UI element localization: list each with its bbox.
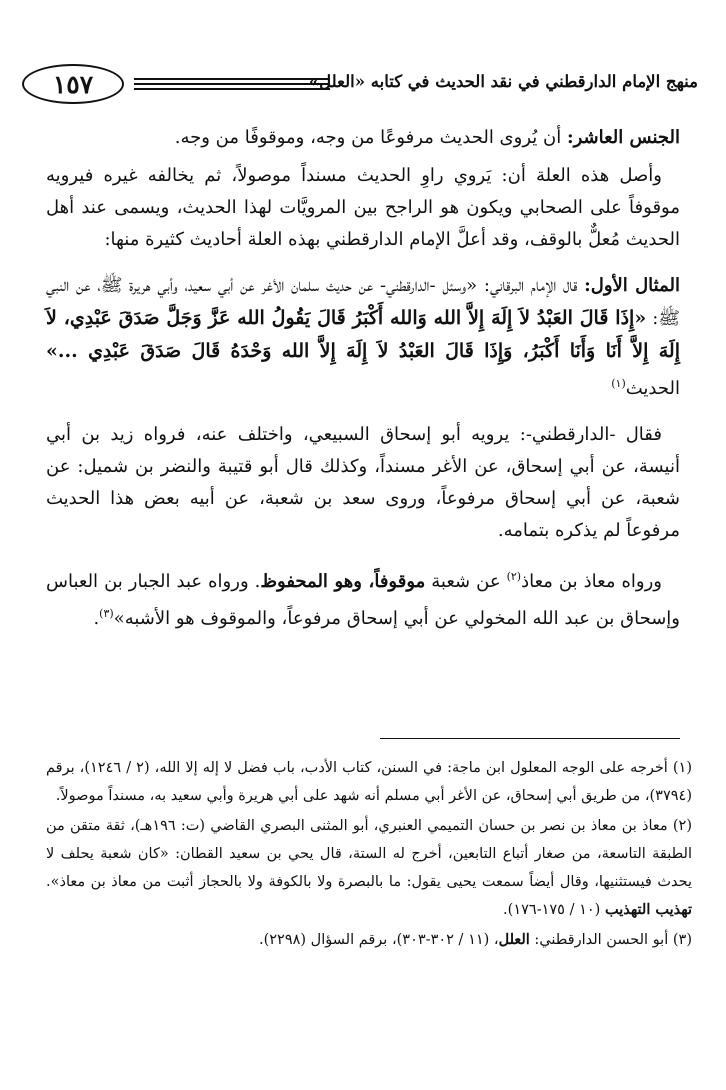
muadh-bold: موقوفاً، وهو المحفوظ	[260, 571, 426, 592]
footnote-2-ref: (١٠ / ١٧٥-١٧٦).	[503, 902, 605, 918]
header-rule	[134, 78, 330, 93]
running-title: منهج الإمام الدارقطني في نقد الحديث في كتابه «العلل»	[308, 72, 698, 91]
footnotes	[46, 754, 692, 956]
paragraph-genus	[46, 122, 680, 154]
example-intro: قال الإمام البرقاني: «وسئل -الدارقطني- عن حديث سلمان الأغر عن أبي سعيد، وأبي هريرة ﷺ، عن النبي ﷺ:	[46, 275, 680, 329]
muadh-text-b: عن شعبة	[425, 571, 507, 592]
footnote-3-ref: ، (١١ / ٣٠٢-٣٠٣)، برقم السؤال (٢٢٩٨).	[258, 932, 499, 948]
footnote-ref-1: (١)	[611, 377, 626, 390]
hadith-text: «إِذَا قَالَ العَبْدُ لاَ إِلَهَ إِلاَّ الله وَالله أَكْبَرُ قَالَ يَقُولُ الله عَزَّ وَجَلَّ صَدَقَ عَبْدِي، لاَ إِلَهَ إِلاَّ أَنَا وَأَنَا أَكْبَرُ، وَإِذَا قَالَ العَبْدُ لاَ إِلَهَ إِلاَّ الله وَحْدَهُ قَالَ صَدَقَ عَبْدِي ...»	[46, 307, 680, 362]
muadh-text-c: . ورواه عبد الجبار بن العباس وإسحاق بن عبد الله المخولي عن أبي إسحاق مرفوعاً، والموقوف هو الأشبه»	[46, 571, 680, 629]
example-end: الحديث	[625, 378, 680, 399]
footnote-2	[46, 812, 692, 924]
example-label: المثال الأول:	[584, 275, 680, 296]
genus-text: أن يُروى الحديث مرفوعًا من وجه، وموقوفًا من وجه.	[174, 127, 567, 148]
footnote-ref-3: (٣)	[99, 607, 114, 620]
page-header	[22, 62, 698, 110]
paragraph-example	[46, 270, 680, 405]
paragraph-origin	[46, 160, 680, 256]
footnote-3-text: (٣) أبو الحسن الدارقطني:	[529, 932, 692, 948]
muadh-end: .	[93, 608, 100, 629]
paragraph-daraqutni	[46, 419, 680, 547]
footnote-divider	[380, 738, 680, 739]
genus-label: الجنس العاشر:	[566, 127, 680, 148]
paragraph-muadh	[46, 561, 680, 635]
muadh-text-a: ورواه معاذ بن معاذ	[521, 571, 662, 592]
footnote-3-source: العلل	[498, 931, 530, 948]
footnote-1: (١) أخرجه على الوجه المعلول ابن ماجة: في السنن، كتاب الأدب، باب فضل لا إله إلا الله، (٢ / ١٢٤٦)، برقم (٣٧٩٤)، من طريق أبي إسحاق، عن الأغر أبي مسلم أنه شهد على أبي هريرة وأبي سعيد به، مسنداً موصولاً.	[46, 760, 692, 804]
footnote-ref-2: (٢)	[506, 570, 522, 583]
page-number: ١٥٧	[22, 64, 124, 104]
footnote-3	[46, 926, 692, 954]
daraqutni-text: فقال -الدارقطني-: يرويه أبو إسحاق السبيعي، واختلف عنه، فرواه زيد بن أبي أنيسة، عن أبي إسحاق، عن الأغر مسنداً، وكذلك قال أبو قتيبة والنضر بن شميل: عن شعبة، عن أبي إسحاق مرفوعاً، وروى سعد بن شعبة، عن أبيه بعض هذا الحديث مرفوعاً لم يذكره بتمامه.	[46, 424, 680, 541]
footnote-2-source: تهذيب التهذيب	[604, 901, 692, 918]
main-text	[46, 122, 680, 641]
origin-text: وأصل هذه العلة أن: يَروي راوِ الحديث مسنداً موصولاً، ثم يخالفه غيره فيرويه موقوفاً على الصحابي ويكون هو الراجح بين المرويَّات لهذا الحديث، ويسمى عند أهل الحديث مُعلٌّ بالوقف، وقد أعلَّ الإمام الدارقطني بهذه العلة أحاديث كثيرة منها:	[46, 165, 680, 250]
footnote-2-text: (٢) معاذ بن معاذ بن نصر بن حسان التميمي العنبري، أبو المثنى البصري القاضي (ت: ١٩٦هـ)، ثقة متقن من الطبقة التاسعة، من صغار أتباع التابعين، أخرج له الستة، قال يحي بن سعيد القطان: «كان شعبة يحلف لا يحدث فيستثنيها، وقال أيضاً سمعت يحيى يقول: ما بالبصرة ولا بالكوفة ولا بالحجاز أثبت من معاذ بن معاذ».	[46, 818, 692, 890]
